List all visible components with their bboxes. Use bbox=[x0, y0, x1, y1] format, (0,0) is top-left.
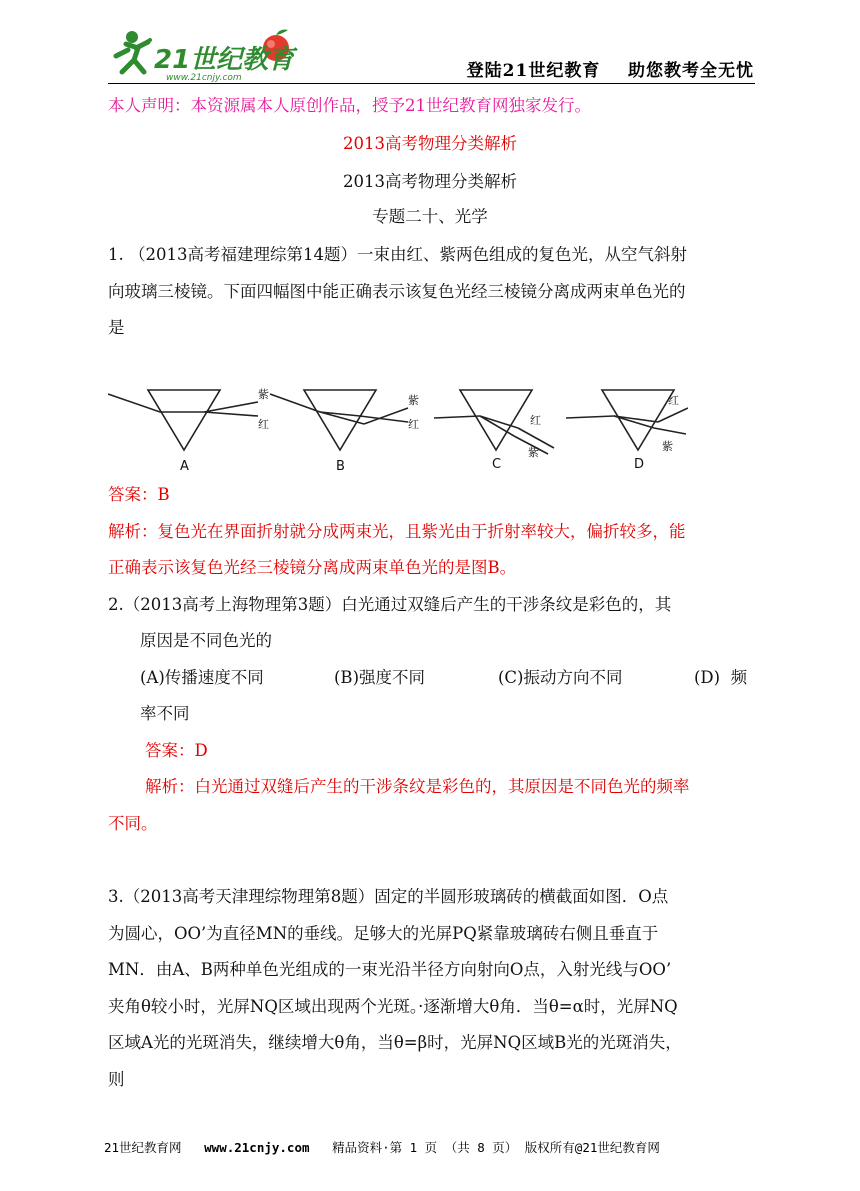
q2-option-d: (D) 频 bbox=[694, 668, 748, 687]
topic-title: 专题二十、光学 bbox=[372, 207, 488, 226]
q2-line-2: 原因是不同色光的 bbox=[140, 631, 272, 650]
prism-a bbox=[108, 390, 258, 450]
footer-site: 21世纪教育网 bbox=[104, 1140, 182, 1155]
footer-info: 精品资料·第 1 页 （共 8 页） 版权所有@21世纪教育网 bbox=[332, 1140, 660, 1155]
header-divider bbox=[108, 83, 755, 84]
q2-option-c: (C)振动方向不同 bbox=[498, 668, 623, 687]
q1-analysis-line-1: 解析：复色光在界面折射就分成两束光，且紫光由于折射率较大，偏折较多，能 bbox=[108, 522, 686, 541]
q2-option-b: (B)强度不同 bbox=[334, 668, 425, 687]
title-black: 2013高考物理分类解析 bbox=[343, 172, 517, 191]
q1-line-3: 是 bbox=[108, 318, 125, 337]
prism-d-label: D bbox=[634, 457, 645, 472]
prism-b-label: B bbox=[336, 459, 345, 474]
prism-c-red-label: 红 bbox=[530, 414, 541, 427]
header-slogan: 登陆21世纪教育 助您教考全无忧 bbox=[466, 61, 754, 81]
prism-figure bbox=[108, 372, 688, 484]
q1-answer: 答案：B bbox=[108, 485, 170, 504]
q3-line-2: 为圆心，OO’为直径MN的垂线。足够大的光屏PQ紧靠玻璃砖右侧且垂直于 bbox=[108, 924, 659, 943]
q2-option-a: (A)传播速度不同 bbox=[140, 668, 264, 687]
prism-a-purple-label: 紫 bbox=[258, 388, 269, 401]
q1-analysis-line-2: 正确表示该复色光经三棱镜分离成两束单色光的是图B。 bbox=[108, 558, 517, 577]
q3-line-4: 夹角θ较小时，光屏NQ区域出现两个光斑。·逐渐增大θ角．当θ=α时，光屏NQ bbox=[108, 997, 678, 1016]
q1-line-1: 1. （2013高考福建理综第14题）一束由红、紫两色组成的复色光，从空气斜射 bbox=[108, 245, 687, 264]
q3-line-1: 3.（2013高考天津理综物理第8题）固定的半圆形玻璃砖的横截面如图．O点 bbox=[108, 887, 669, 906]
runner-icon bbox=[116, 31, 150, 72]
q2-line-1: 2.（2013高考上海物理第3题）白光通过双缝后产生的干涉条纹是彩色的，其 bbox=[108, 595, 672, 614]
prism-c-label: C bbox=[492, 457, 502, 472]
q2-analysis-line-2: 不同。 bbox=[108, 814, 158, 833]
copyright-statement: 本人声明：本资源属本人原创作品，授予21世纪教育网独家发行。 bbox=[108, 96, 591, 115]
site-logo bbox=[108, 28, 308, 82]
prism-d-purple-label: 紫 bbox=[662, 440, 673, 453]
q2-option-d-cont: 率不同 bbox=[140, 704, 190, 723]
page-footer bbox=[104, 1138, 754, 1156]
prism-a-label: A bbox=[180, 459, 189, 474]
prism-b-red-label: 红 bbox=[408, 418, 419, 431]
page-header bbox=[108, 28, 754, 84]
q3-line-6: 则 bbox=[108, 1070, 125, 1089]
q2-answer: 答案：D bbox=[145, 741, 208, 760]
title-red: 2013高考物理分类解析 bbox=[343, 134, 517, 153]
prism-c-purple-label: 紫 bbox=[528, 446, 539, 459]
footer-url[interactable]: www.21cnjy.com bbox=[204, 1140, 310, 1155]
prism-d-red-label: 红 bbox=[668, 394, 679, 407]
q2-analysis-line-1: 解析：白光通过双缝后产生的干涉条纹是彩色的，其原因是不同色光的频率 bbox=[145, 777, 690, 796]
q3-line-3: MN．由A、B两种单色光组成的一束光沿半径方向射向O点，入射光线与OO’ bbox=[108, 960, 672, 979]
q1-line-2: 向玻璃三棱镜。下面四幅图中能正确表示该复色光经三棱镜分离成两束单色光的 bbox=[108, 282, 686, 301]
prism-b bbox=[270, 390, 408, 450]
q3-line-5: 区域A光的光斑消失，继续增大θ角，当θ=β时，光屏NQ区域B光的光斑消失， bbox=[108, 1033, 682, 1052]
logo-text: 21世纪教育 bbox=[154, 45, 295, 75]
prism-b-purple-label: 紫 bbox=[408, 394, 419, 407]
logo-url: www.21cnjy.com bbox=[166, 73, 242, 82]
prism-a-red-label: 红 bbox=[258, 418, 269, 431]
